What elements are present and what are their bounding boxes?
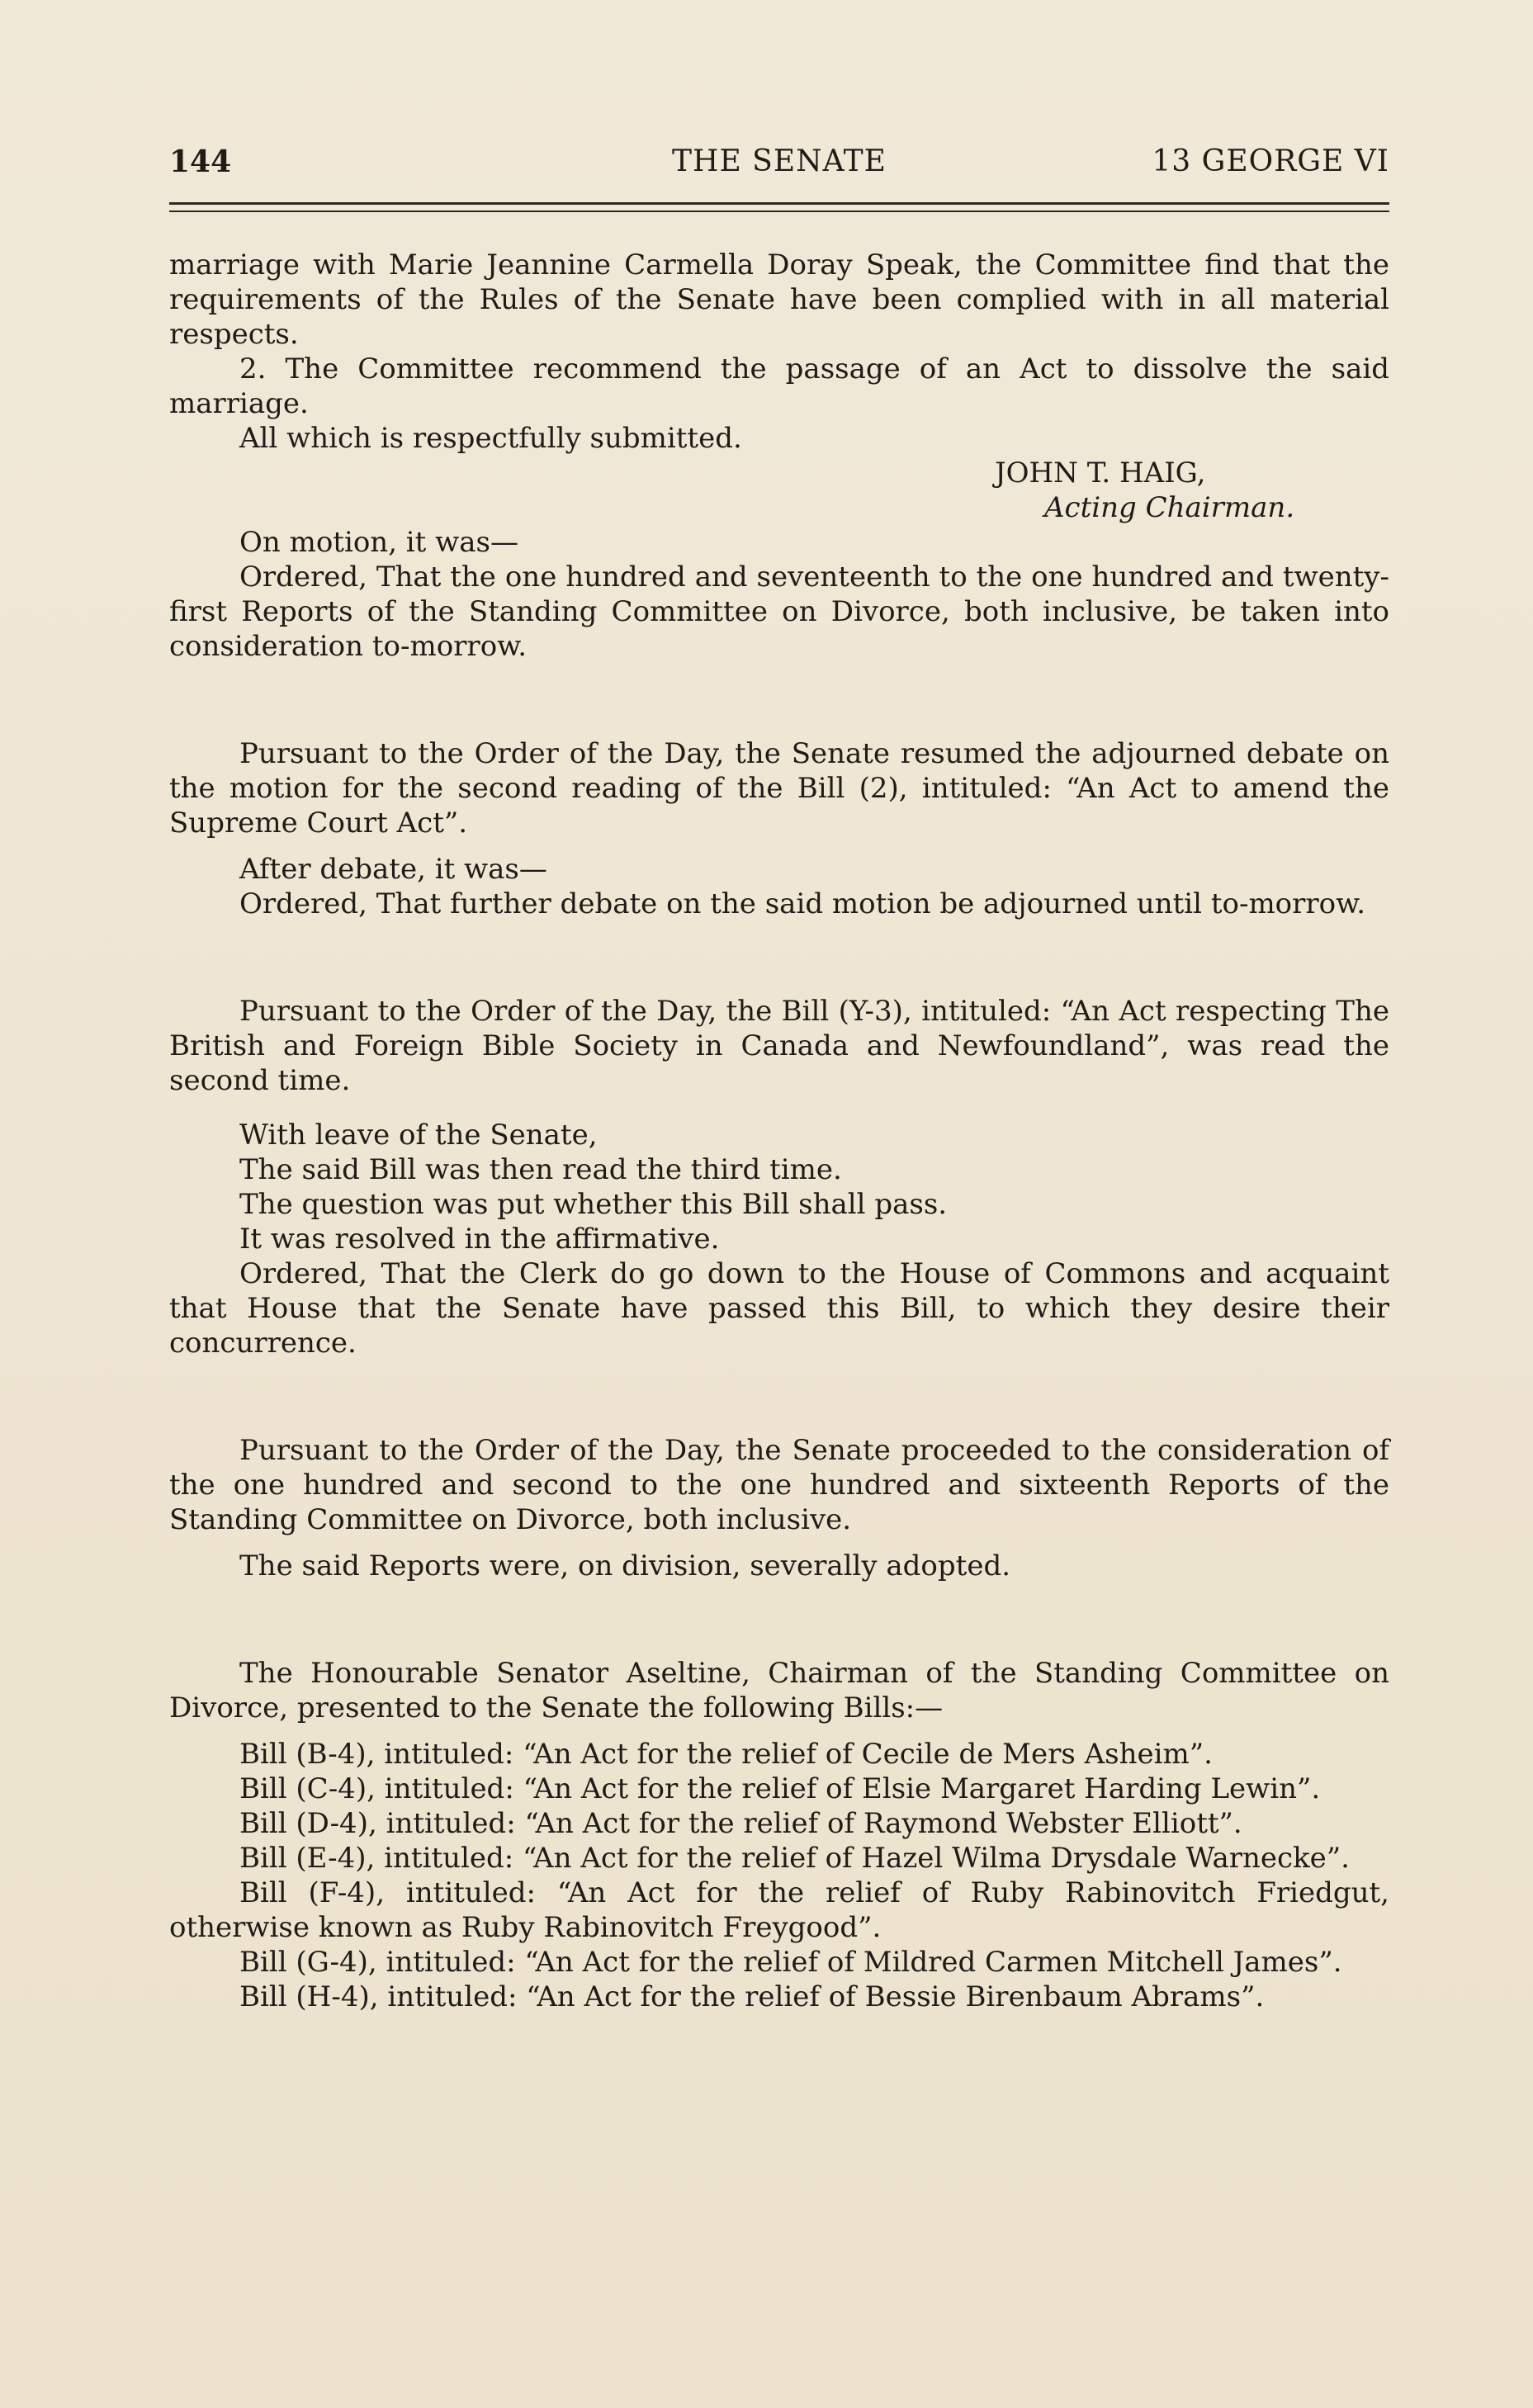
- paragraph: On motion, it was—: [239, 526, 518, 559]
- paragraph: 2. The Committee recommend the passage of an Act to dissolve the said marriage.: [169, 352, 1389, 420]
- bill-entry: Bill (C-4), intituled: “An Act for the relief of Elsie Margaret Harding Lewin”.: [239, 1772, 1321, 1805]
- paragraph: The question was put whether this Bill shall pass.: [239, 1188, 948, 1221]
- bill-entry: Bill (E-4), intituled: “An Act for the relief of Hazel Wilma Drysdale Warnecke”.: [239, 1842, 1350, 1875]
- page-header: [169, 144, 1389, 186]
- paragraph: All which is respectfully submitted.: [239, 422, 742, 455]
- paragraph: Ordered, That the Clerk do go down to the House of Commons and acquaint that House that the Senate have passed this Bill, to which they desire their concurrence.: [169, 1257, 1389, 1360]
- paragraph: With leave of the Senate,: [239, 1119, 598, 1152]
- page-body: [169, 248, 1389, 2014]
- bill-entry: Bill (F-4), intituled: “An Act for the relief of Ruby Rabinovitch Friedgut, otherwise known as Ruby Rabinovitch Freygood”.: [169, 1876, 1389, 1944]
- bill-entry: Bill (D-4), intituled: “An Act for the relief of Raymond Webster Elliott”.: [239, 1807, 1242, 1840]
- header-rule-top: [169, 202, 1389, 205]
- regnal-year: 13 GEORGE VI: [1152, 144, 1389, 178]
- paragraph: Pursuant to the Order of the Day, the Senate proceeded to the consideration of the one hundred and second to the one hundred and sixteenth Reports of the Standing Committee on Divorce, both inclusive.: [169, 1434, 1389, 1536]
- signature-name: JOHN T. HAIG,: [995, 457, 1206, 490]
- bill-entry: Bill (H-4), intituled: “An Act for the relief of Bessie Birenbaum Abrams”.: [239, 1980, 1265, 2013]
- paragraph: Ordered, That further debate on the said motion be adjourned until to-morrow.: [239, 887, 1366, 920]
- paragraph: Pursuant to the Order of the Day, the Bill (Y-3), intituled: “An Act respecting The British and Foreign Bible Society in Canada and Newfoundland”, was read the second time.: [169, 995, 1389, 1097]
- running-title: THE SENATE: [672, 144, 887, 178]
- paragraph: It was resolved in the affirmative.: [239, 1223, 720, 1256]
- header-rule-bottom: [169, 211, 1389, 212]
- paragraph: marriage with Marie Jeannine Carmella Doray Speak, the Committee find that the requirements of the Rules of the Senate have been complied with in all material respects.: [169, 248, 1389, 351]
- paragraph: Pursuant to the Order of the Day, the Senate resumed the adjourned debate on the motion for the second reading of the Bill (2), intituled: “An Act to amend the Supreme Court Act”.: [169, 737, 1389, 840]
- paragraph: The said Bill was then read the third time.: [239, 1153, 842, 1186]
- bill-entry: Bill (B-4), intituled: “An Act for the relief of Cecile de Mers Asheim”.: [239, 1738, 1213, 1771]
- signature-title: Acting Chairman.: [1044, 491, 1295, 524]
- page-number: 144: [169, 144, 232, 179]
- paragraph: The Honourable Senator Aseltine, Chairman of the Standing Committee on Divorce, presented to the Senate the following Bills:—: [169, 1657, 1389, 1724]
- paragraph: Ordered, That the one hundred and seventeenth to the one hundred and twenty-first Reports of the Standing Committee on Divorce, both inclusive, be taken into consideration to-morrow.: [169, 561, 1389, 663]
- bill-entry: Bill (G-4), intituled: “An Act for the relief of Mildred Carmen Mitchell James”.: [239, 1946, 1342, 1979]
- paragraph: The said Reports were, on division, severally adopted.: [239, 1549, 1011, 1582]
- paragraph: After debate, it was—: [239, 853, 547, 886]
